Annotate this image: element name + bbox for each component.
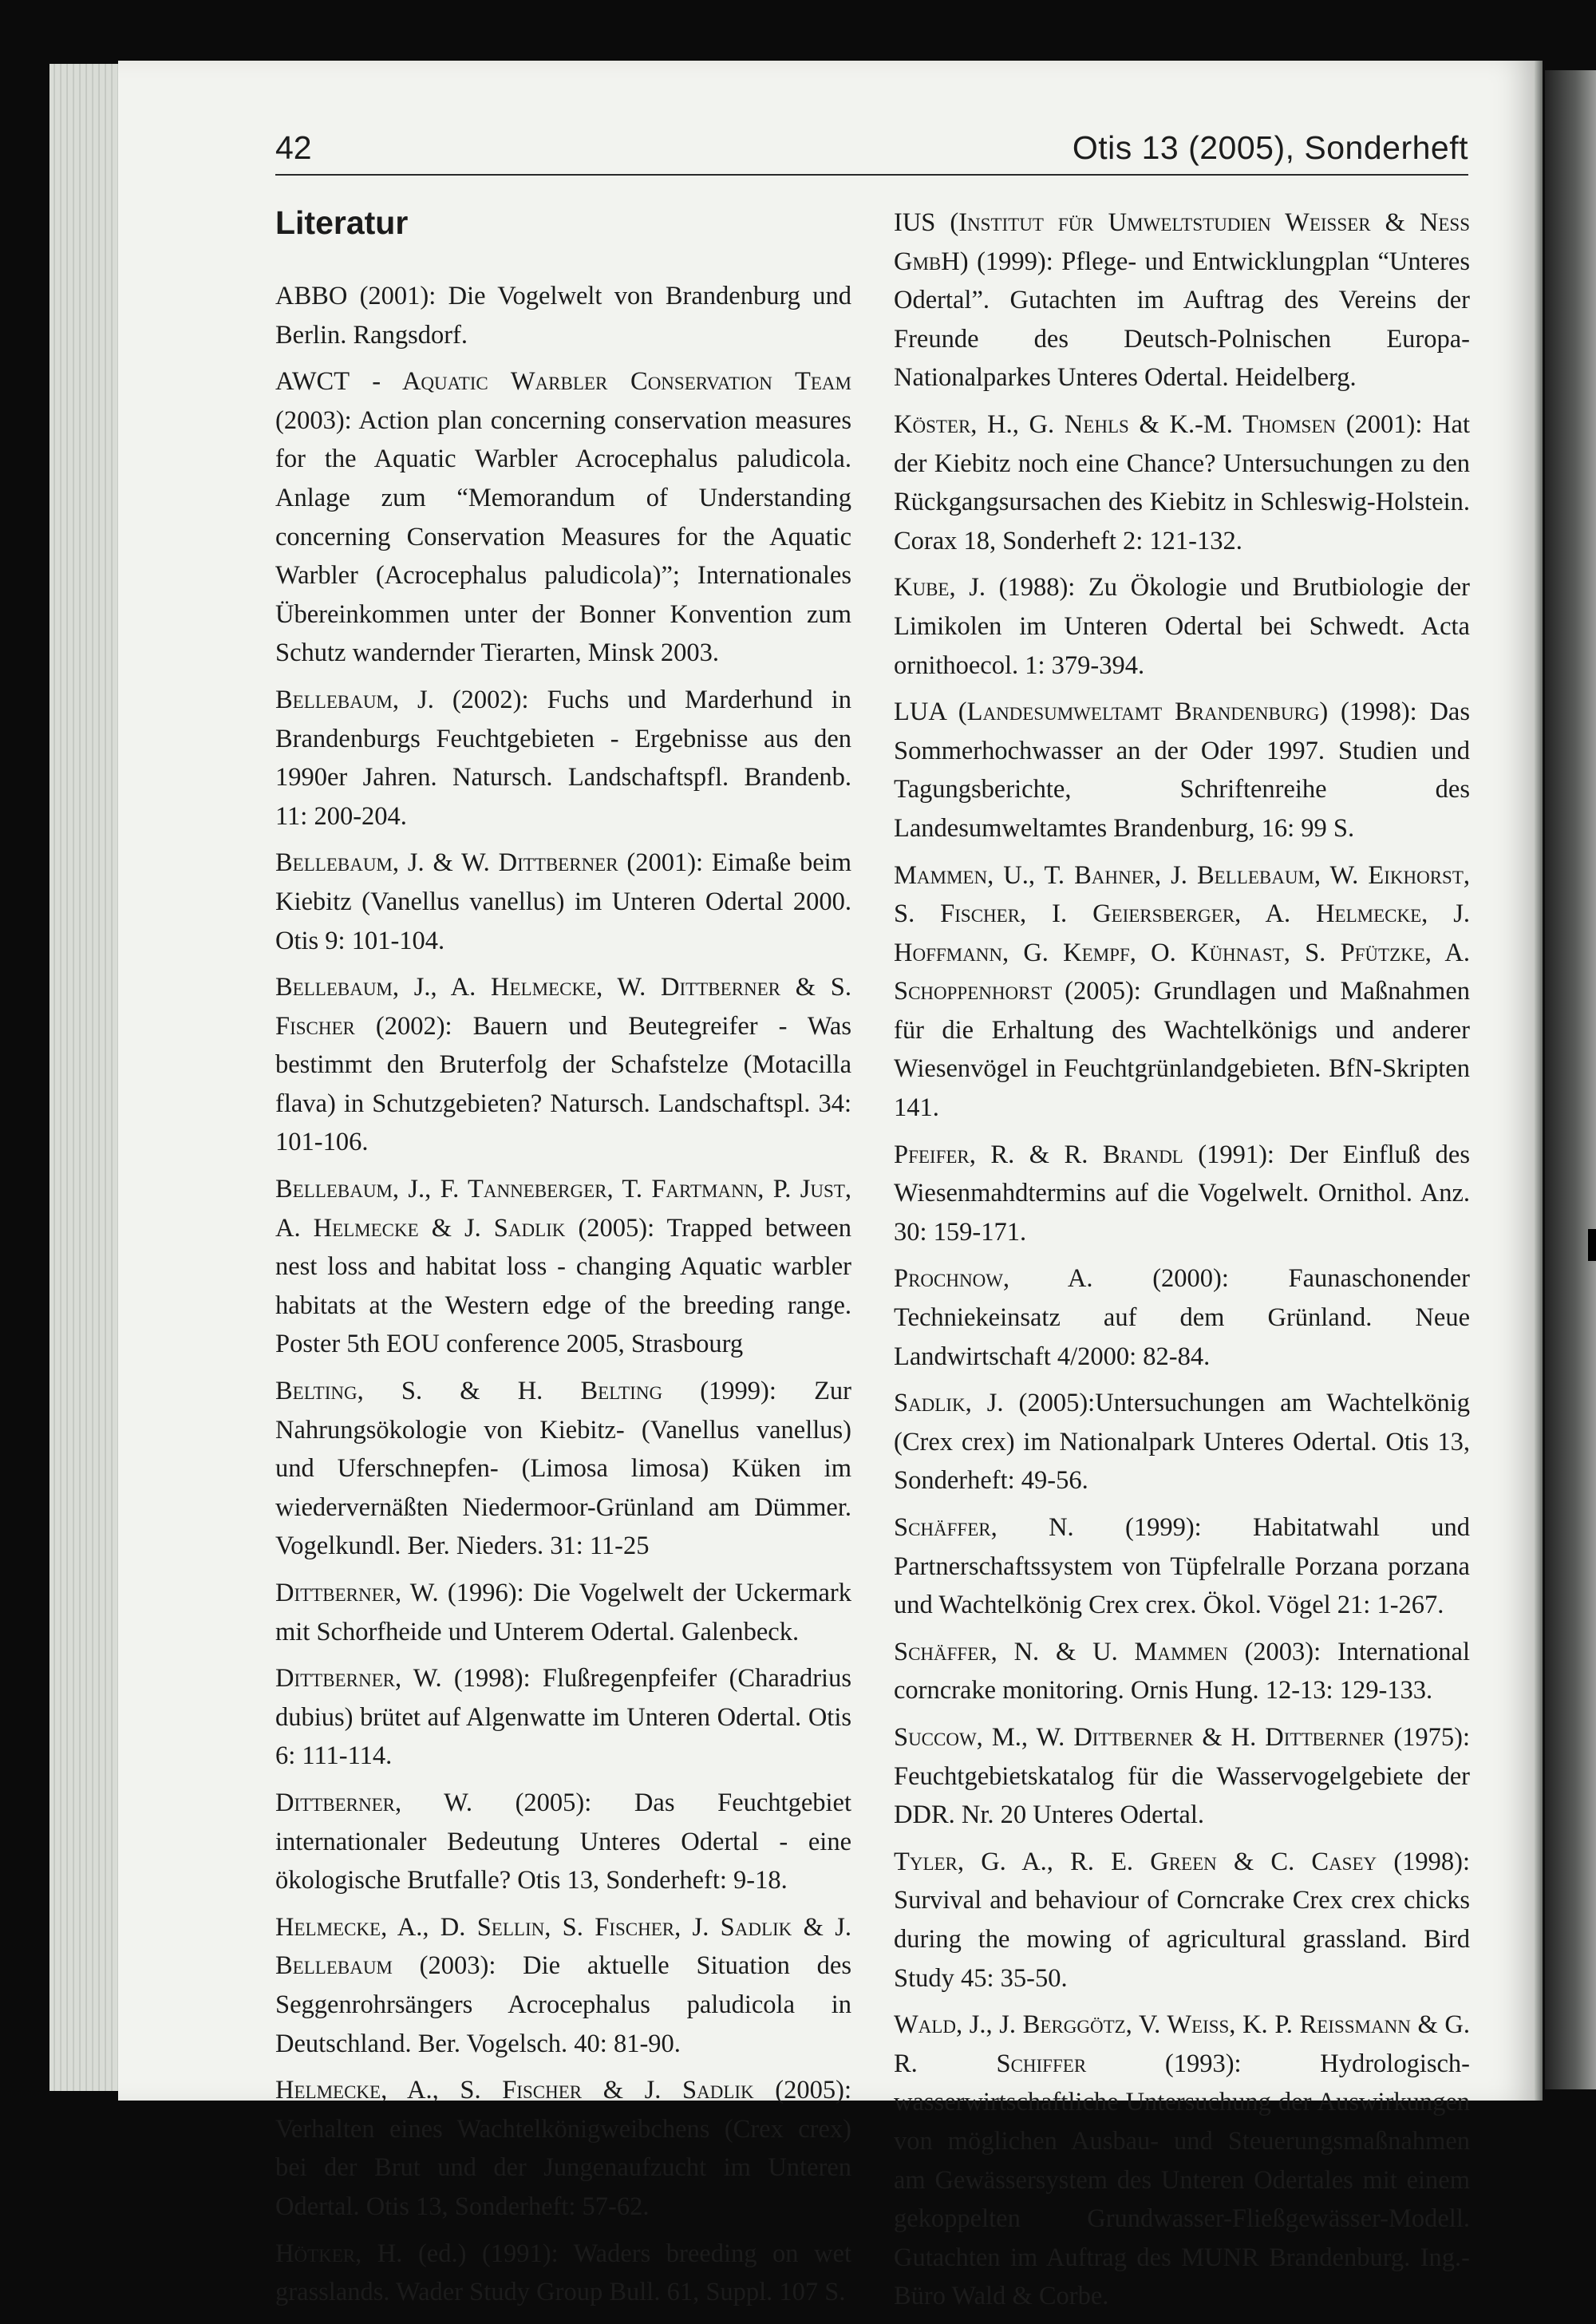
reference-text: (1988): Zu Ökologie und Brutbiologie der Limikolen im Unteren Odertal bei Schwedt. Acta ornithoecol. 1: 379-394. (894, 573, 1470, 680)
reference-list-right (894, 204, 1470, 2316)
reference-text: (1975): Feuchtgebietskatalog für die Wasservogelgebiete der DDR. Nr. 20 Unteres Odertal. (894, 1722, 1470, 1830)
reference-entry (894, 405, 1470, 560)
reference-entry (275, 1574, 851, 1651)
reference-text: (2003): Die aktuelle Situation des Seggenrohrsängers Acrocephalus paludicola in Deutschland. Ber. Vogelsch. 40: 81-90. (275, 1951, 851, 2058)
reference-text: (2005): Das Feuchtgebiet internationaler Bedeutung Unteres Odertal - eine ökologische Brutfalle? Otis 13, Sonderheft: 9-18. (275, 1788, 851, 1895)
reference-entry (894, 2006, 1470, 2316)
reference-text: (1991): Der Einfluß des Wiesenmahdtermins auf die Vogelwelt. Ornithol. Anz. 30: 159-171. (894, 1140, 1470, 1247)
reference-author: Köster, H., G. Nehls & K.-M. Thomsen (894, 409, 1336, 439)
reference-author: Dittberner, W. (275, 1788, 472, 1817)
reference-entry (275, 362, 851, 673)
reference-entry (894, 204, 1470, 397)
reference-author: AWCT - Aquatic Warbler Conservation Team (275, 367, 851, 397)
reference-text: (1999): Pflege- und Entwicklungplan “Unteres Odertal”. Gutachten im Auftrag des Vereins der Freunde des Deutsch-Polnischen Europa-Nationalparkes Unteres Odertal. Heidelberg. (894, 247, 1470, 393)
reference-text: (2003): Action plan concerning conservation measures for the Aquatic Warbler Acrocephalus paludicola. Anlage zum “Memorandum of Understanding concerning Conservation Measures for the Aquatic Warbler (Acrocephalus paludicola)”; Internationales Übereinkommen unter der Bonner Konvention zum Schutz wandernder Tierarten, Minsk 2003. (275, 405, 851, 668)
reference-entry (275, 1908, 851, 2063)
reference-text: (1998): Survival and behaviour of Corncrake Crex crex chicks during the mowing of agricultural grassland. Bird Study 45: 35-50. (894, 1847, 1470, 1993)
reference-text: (2003): International corncrake monitoring. Ornis Hung. 12-13: 129-133. (894, 1637, 1470, 1705)
facing-page-edge (1545, 70, 1596, 2089)
reference-author: Sadlik, J. (894, 1389, 1004, 1418)
reference-author: Succow, M., W. Dittberner & H. Dittberner (894, 1722, 1385, 1752)
reference-author: Helmecke, A., S. Fischer & J. Sadlik (275, 2076, 754, 2105)
reference-text: (1999): Zur Nahrungsökologie von Kiebitz- (Vanellus vanellus) und Uferschnepfen- (Limosa limosa) Küken im wiedervernäßten Niedermoor-Grünland am Dümmer. Vogelkundl. Ber. Nieders. 31: 11-25 (275, 1377, 851, 1561)
reference-entry (894, 1259, 1470, 1376)
reference-entry (894, 693, 1470, 848)
reference-text: (2001): Hat der Kiebitz noch eine Chance? Untersuchungen zu den Rückgangsursachen des Kiebitz in Schleswig-Holstein. Corax 18, Sonderheft 2: 121-132. (894, 409, 1470, 555)
page-gutter-shadow (1535, 61, 1543, 2101)
reference-text: (ed.) (1991): Waders breeding on wet grasslands. Wader Study Group Bull. 61, Suppl. 107 S. (275, 2239, 851, 2307)
reference-author: Mammen, U., T. Bahner, J. Bellebaum, W. Eikhorst, S. Fischer, I. Geiersberger, A. Helmecke, J. Hoffmann, G. Kempf, O. Kühnast, S. Pfützke, A. Schoppenhorst (894, 860, 1470, 1006)
reference-text: (1998): Das Sommerhochwasser an der Oder 1997. Studien und Tagungsberichte, Schriftenreihe des Landesumweltamtes Brandenburg, 16: 99 S. (894, 698, 1470, 843)
reference-entry (894, 1843, 1470, 1998)
reference-text: (2001): Die Vogelwelt von Brandenburg und Berlin. Rangsdorf. (275, 282, 851, 350)
reference-entry (894, 1508, 1470, 1625)
reference-text: (2005): Trapped between nest loss and habitat loss - changing Aquatic warbler habitats at the Western edge of the breeding range. Poster 5th EOU conference 2005, Strasbourg (275, 1213, 851, 1359)
reference-text: (2001): Eimaße beim Kiebitz (Vanellus vanellus) im Unteren Odertal 2000. Otis 9: 101-104. (275, 848, 851, 955)
reference-author: Prochnow, A. (894, 1264, 1093, 1294)
reference-entry (275, 968, 851, 1162)
scan-marker (1588, 1229, 1596, 1261)
section-title: Literatur (275, 204, 409, 241)
reference-entry (275, 277, 851, 354)
reference-text: (1999): Habitatwahl und Partnerschaftssystem von Tüpfelralle Porzana porzana und Wachtelkönig Crex crex. Ökol. Vögel 21: 1-267. (894, 1513, 1470, 1620)
reference-text: (2005): Verhalten eines Wachtelkönigweibchens (Crex crex) bei der Brut und der Jungenaufzucht im Unteren Odertal. Otis 13, Sonderheft: 57-62. (275, 2076, 851, 2221)
reference-author: Bellebaum, J., F. Tanneberger, T. Fartmann, P. Just, A. Helmecke & J. Sadlik (275, 1175, 851, 1243)
reference-entry (275, 2235, 851, 2312)
reference-column-right (894, 204, 1470, 2324)
reference-text: (2005):Untersuchungen am Wachtelkönig (Crex crex) im Nationalpark Unteres Odertal. Otis 13, Sonderheft: 49-56. (894, 1389, 1470, 1496)
reference-entry (894, 568, 1470, 685)
reference-author: Pfeifer, R. & R. Brandl (894, 1140, 1183, 1169)
reference-author: Dittberner, W. (275, 1579, 439, 1607)
reference-entry (894, 1633, 1470, 1710)
reference-author: Tyler, G. A., R. E. Green & C. Casey (894, 1847, 1377, 1876)
reference-entry (894, 1718, 1470, 1835)
reference-column-left (275, 204, 851, 2320)
reference-author: Helmecke, A., D. Sellin, S. Fischer, J. Sadlik & J. Bellebaum (275, 1912, 851, 1981)
reference-author: Bellebaum, J. (275, 685, 434, 714)
reference-text: (2005): Grundlagen und Maßnahmen für die Erhaltung des Wachtelkönigs und anderer Wiesenvögel in Feuchtgrünlandgebieten. BfN-Skripten 141. (894, 977, 1470, 1123)
reference-entry (275, 1372, 851, 1566)
reference-entry (275, 1659, 851, 1776)
reference-text: (1996): Die Vogelwelt der Uckermark mit Schorfheide und Unterem Odertal. Galenbeck. (275, 1579, 851, 1646)
reference-list-left (275, 277, 851, 2312)
reference-entry (894, 1384, 1470, 1500)
running-header (275, 120, 1468, 176)
reference-text: (2002): Bauern und Beutegreifer - Was bestimmt den Bruterfolg der Schafstelze (Motacilla flava) in Schutzgebieten? Natursch. Landschaftspl. 34: 101-106. (275, 1011, 851, 1157)
reference-text: (2002): Fuchs und Marderhund in Brandenburgs Feuchtgebieten - Ergebnisse aus den 1990er Jahren. Natursch. Landschaftspfl. Brandenb. 11: 200-204. (275, 685, 851, 831)
reference-entry (894, 856, 1470, 1128)
journal-title: Otis 13 (2005), Sonderheft (1072, 129, 1468, 166)
reference-entry (894, 1136, 1470, 1252)
reference-author: IUS (Institut für Umweltstudien Weisser & Ness GmbH) (894, 208, 1470, 276)
reference-entry (275, 1170, 851, 1364)
reference-author: Kube, J. (894, 573, 986, 603)
reference-text: (2000): Faunaschonender Techniekeinsatz auf dem Grünland. Neue Landwirtschaft 4/2000: 82-84. (894, 1264, 1470, 1371)
reference-text: (1998): Flußregenpfeifer (Charadrius dubius) brütet auf Algenwatte im Unteren Odertal. Otis 6: 111-114. (275, 1664, 851, 1771)
reference-author: Belting, S. & H. Belting (275, 1377, 663, 1406)
reference-entry (275, 681, 851, 836)
reference-author: Wald, J., J. Berggötz, V. Weiß, K. P. Reißmann & G. R. Schiffer (894, 2010, 1470, 2078)
reference-entry (275, 1784, 851, 1900)
reference-author: Schäffer, N. (894, 1513, 1074, 1542)
reference-author: ABBO (275, 282, 348, 310)
reference-author: Hötker, H. (275, 2239, 403, 2268)
reference-author: Bellebaum, J. & W. Dittberner (275, 848, 618, 878)
reference-entry (275, 2071, 851, 2226)
reference-text: (1993): Hydrologisch-wasserwirtschaftliche Untersuchung der Auswirkungen von möglichen Ausbau- und Steuerungsmaßnahmen am Gewässersystem des Unteren Odertales mit einem gekoppelten Grundwasser-Fließgewässer-Modell. Gutachten im Auftrag des MUNR Brandenburg. Ing.-Büro Wald & Corbe. (894, 2049, 1470, 2311)
page-number: 42 (275, 129, 312, 166)
reference-author: Schäffer, N. & U. Mammen (894, 1637, 1228, 1666)
reference-entry (275, 844, 851, 960)
reference-author: LUA (Landesumweltamt Brandenburg) (894, 698, 1329, 727)
reference-author: Bellebaum, J., A. Helmecke, W. Dittberner & S. Fischer (275, 973, 851, 1041)
reference-author: Dittberner, W. (275, 1664, 442, 1694)
